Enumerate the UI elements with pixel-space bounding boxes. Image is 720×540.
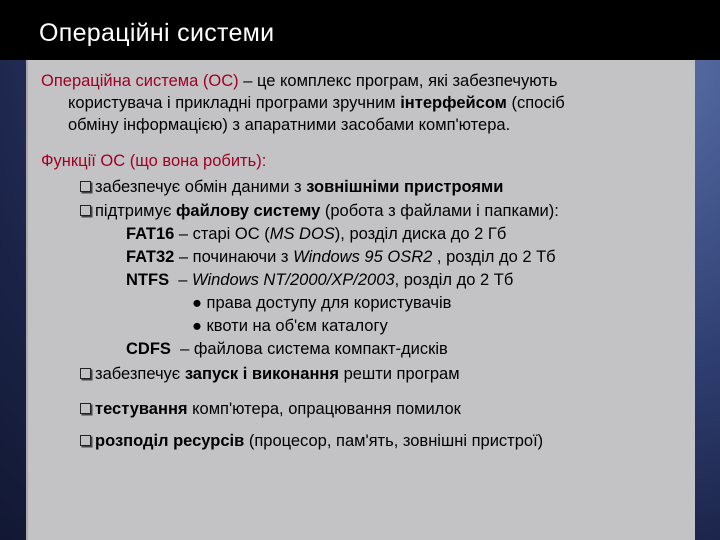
fs-cdfs [126,339,448,359]
fs-ntfs-text: – [169,271,193,289]
checkbox-bullet-icon [80,435,91,446]
title-bar [0,0,720,60]
definition-text-1: – це комплекс програм, які забезпечують [238,72,558,90]
fs-cdfs-text: – файлова система компакт-дисків [170,340,448,358]
fs-fat16 [126,224,506,244]
bullet-3-text: забезпечує [95,365,185,383]
definition-text-2c: (спосіб [506,94,565,112]
bullet-4-text: комп'ютера, опрацювання помилок [187,400,461,418]
ntfs-feature-quotas: ● квоти на об'єм каталогу [192,317,388,335]
bullet-item-4 [80,399,461,419]
fs-fat16-text-end: ), розділ диска до 2 Гб [334,225,507,243]
fs-fat32 [126,247,556,267]
fs-ntfs-name: NTFS [126,271,170,289]
bullet-4-bold: тестування [95,400,188,418]
fs-fat32-os: Windows 95 OSR2 [293,248,433,266]
bullet-3-text-end: решти програм [339,365,460,383]
bullet-2-bold: файлову систему [175,202,321,220]
bullet-1-text: забезпечує обмін даними з [95,178,307,196]
bullet-item-3 [80,364,460,384]
fs-ntfs-text-end: , розділ до 2 Тб [394,271,514,289]
functions-heading: Функції ОС (що вона робить): [41,152,267,170]
bullet-1-bold: зовнішніми пристроями [306,178,504,196]
checkbox-bullet-icon [80,181,91,192]
definition-line-2 [68,93,565,113]
fs-fat32-text-end: , розділ до 2 Тб [432,248,556,266]
content-panel [26,60,695,540]
bullet-2-text-end: (робота з файлами і папками): [320,202,559,220]
definition-text-2a: користувача і прикладні програми зручним [68,94,401,112]
checkbox-bullet-icon [80,403,91,414]
fs-fat32-name: FAT32 [126,248,175,266]
definition-line-1 [41,71,557,91]
definition-line-3: обміну інформацією) з апаратними засобами комп'ютера. [68,116,511,134]
fs-fat32-text: – починаючи з [174,248,294,266]
fs-fat16-os: MS DOS [269,225,335,243]
ntfs-feature-access-rights: ● права доступу для користувачів [192,294,452,312]
checkbox-bullet-icon [80,368,91,379]
fs-fat16-text: – старі ОС ( [174,225,270,243]
fs-fat16-name: FAT16 [126,225,175,243]
bullet-2-text: підтримує [95,202,176,220]
definition-term: Операційна система (ОС) [41,72,239,90]
fs-cdfs-name: CDFS [126,340,171,358]
bullet-item-5 [80,431,543,451]
bullet-item-1 [80,177,503,197]
definition-text-2b: інтерфейсом [400,94,507,112]
bullet-5-text: (процесор, пам'ять, зовнішні пристрої) [244,432,544,450]
fs-ntfs-os: Windows NT/2000/XP/2003 [192,271,395,289]
checkbox-bullet-icon [80,205,91,216]
bullet-5-bold: розподіл ресурсів [95,432,245,450]
bullet-item-2 [80,201,559,221]
bullet-3-bold: запуск і виконання [184,365,340,383]
slide-title: Операційні системи [39,19,275,47]
fs-ntfs [126,270,513,290]
